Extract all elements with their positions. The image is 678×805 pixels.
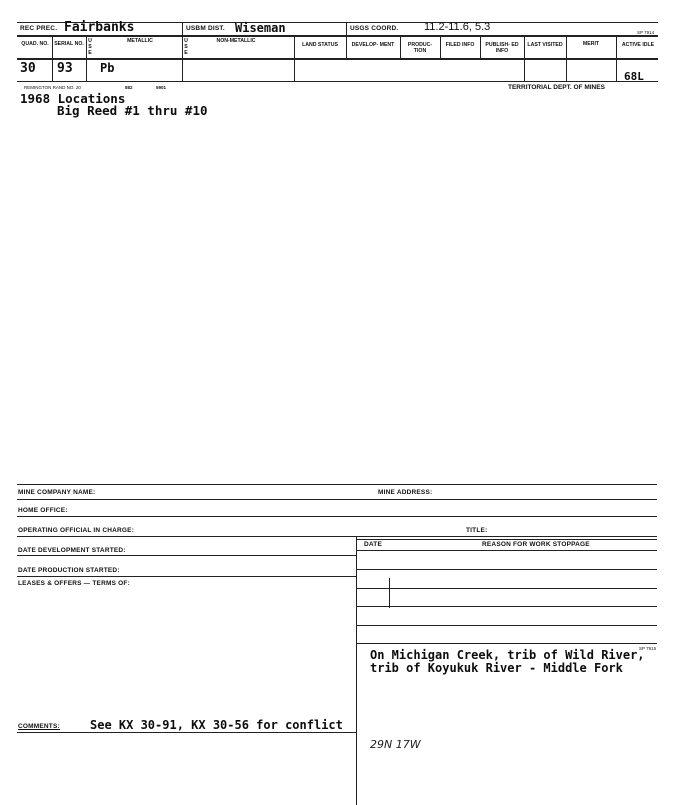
rec-prec-label: REC PREC. — [20, 25, 58, 32]
usgs-coord-value: 11.2-11.6, 5.3 — [424, 21, 491, 33]
col-active-idle: ACTIVE IDLE — [621, 42, 655, 48]
comments-label: COMMENTS: — [18, 723, 60, 730]
usbm-dist-label: USBM DIST. — [186, 25, 225, 32]
col-metallic: METALLIC — [127, 38, 153, 44]
mine-address-label: MINE ADDRESS: — [378, 489, 433, 496]
col-last-visited: LAST VISITED — [527, 42, 563, 48]
leases-offers-label: LEASES & OFFERS — TERMS OF: — [18, 580, 130, 587]
date-production-started-label: DATE PRODUCTION STARTED: — [18, 567, 120, 574]
title-label: TITLE: — [466, 527, 488, 534]
quad-value: 30 — [20, 61, 36, 76]
stock-code-1: 882 — [125, 85, 133, 90]
col-serial-no: SERIAL NO. — [54, 41, 84, 47]
col-land-status: LAND STATUS — [302, 42, 338, 48]
col-published-info: PUBLISH- ED INFO — [485, 42, 519, 54]
home-office-label: HOME OFFICE: — [18, 507, 68, 514]
usgs-coord-label: USGS COORD. — [350, 25, 399, 32]
body-line-2: Big Reed #1 thru #10 — [57, 103, 208, 118]
col-filed-info: FILED INFO — [445, 42, 475, 48]
form-code-bottom: SP 7915 — [639, 646, 657, 651]
comments-value: See KX 30-91, KX 30-56 for conflict — [90, 718, 343, 732]
usbm-dist-value: Wiseman — [235, 21, 286, 35]
location-line-1: On Michigan Creek, trib of Wild River, — [370, 648, 645, 662]
territorial-dept: TERRITORIAL DEPT. OF MINES — [508, 84, 605, 91]
active-idle-value: 68L — [624, 70, 644, 83]
operating-official-label: OPERATING OFFICIAL IN CHARGE: — [18, 527, 135, 534]
stock-code-2: 5901 — [156, 85, 167, 90]
location-line-2: trib of Koyukuk River - Middle Fork — [370, 661, 623, 675]
col-use-metallic: U S E — [88, 38, 92, 56]
date-label: DATE — [364, 541, 383, 548]
col-development: DEVELOP- MENT — [351, 42, 395, 48]
col-quad-no: QUAD. NO. — [21, 41, 49, 47]
mine-company-name-label: MINE COMPANY NAME: — [18, 489, 96, 496]
serial-value: 93 — [57, 61, 73, 76]
date-development-started-label: DATE DEVELOPMENT STARTED: — [18, 547, 126, 554]
col-non-metallic: NON-METALLIC — [216, 38, 256, 44]
form-code-top: SP 7914 — [637, 30, 655, 35]
col-use-nonmetallic: U S E — [184, 38, 188, 56]
reason-stoppage-label: REASON FOR WORK STOPPAGE — [482, 541, 590, 548]
col-merit: MERIT — [582, 41, 600, 47]
metallic-value: Pb — [100, 61, 115, 75]
rec-prec-value: Fairbanks — [64, 20, 135, 35]
manufacturer-print: REMINGTON RAND NO. 20 — [24, 85, 81, 90]
col-production: PRODUC- TION — [407, 42, 433, 54]
handwritten-township: 29N 17W — [370, 738, 421, 751]
body-line-1: 1968 Locations — [20, 91, 126, 106]
